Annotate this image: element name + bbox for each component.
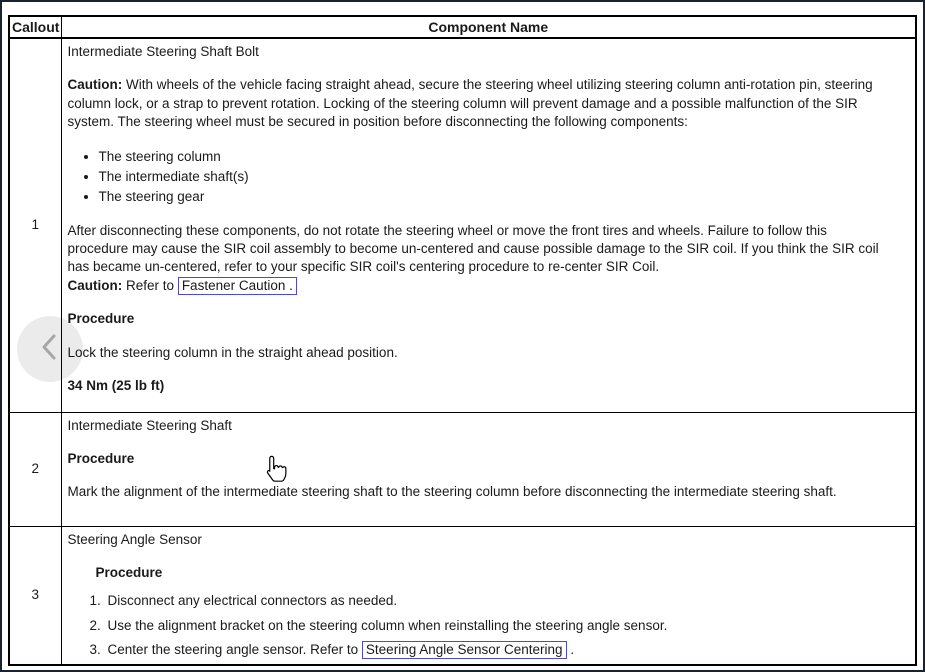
callout-number: 3 [9,526,61,665]
procedure-step [105,641,890,659]
component-bullet-list [68,147,890,207]
after-disconnect-paragraph [68,222,890,296]
torque-spec: 34 Nm (25 lb ft) [67,378,165,394]
step-text-suffix: . [570,642,575,658]
procedure-step [105,617,890,635]
table-header-row [9,16,916,38]
table-row [9,412,916,526]
component-title: Steering Angle Sensor [67,531,202,547]
callout-component-table [8,15,917,666]
callout-number: 1 [9,38,61,412]
table-row [9,38,916,412]
step-text: Use the alignment bracket on the steering column when reinstalling the steering angle sensor. [107,617,668,633]
refer-to-text: Refer to [126,277,175,293]
component-title: Intermediate Steering Shaft Bolt [67,44,259,59]
table-row [9,526,916,665]
caution-label: Caution: [67,77,123,93]
chevron-left-icon [37,332,63,367]
list-item: • The steering gear [99,187,890,207]
fastener-caution-link[interactable]: Fastener Caution . [178,277,297,295]
procedure-heading: Procedure [67,450,135,466]
steering-angle-sensor-centering-link[interactable]: Steering Angle Sensor Centering [362,641,567,659]
callout-number: 2 [9,412,61,526]
component-cell [61,38,916,412]
procedure-step-list [68,592,890,659]
step-text: Disconnect any electrical connectors as needed. [107,593,398,609]
column-header-callout: Callout [9,16,61,38]
list-item: • The steering column [99,147,890,167]
component-cell [61,412,916,526]
previous-page-button[interactable] [17,316,83,382]
component-cell [61,526,916,665]
step-text: Center the steering angle sensor. Refer to [107,642,359,658]
list-item: • The intermediate shaft(s) [99,167,890,187]
column-header-component-name: Component Name [61,16,916,38]
after-disconnect-text: After disconnecting these components, do not rotate the steering wheel or move the front tires and wheels. Failure to follow this procedure may cause the SIR coil assembly to become un-centered and cause possible damage to the SIR coil. If you think the SIR coil has became un-centered, refer to your specific SIR coil's centering procedure to re-center SIR Coil. [67,222,879,275]
procedure-step [105,592,890,610]
caution-label: Caution: [67,277,123,293]
component-title: Intermediate Steering Shaft [67,417,232,433]
procedure-text: Mark the alignment of the intermediate steering shaft to the steering column before disconnecting the intermediate steering shaft. [67,484,837,500]
procedure-heading: Procedure [95,564,163,580]
procedure-text: Lock the steering column in the straight ahead position. [67,344,398,360]
procedure-heading: Procedure [67,311,135,327]
caution-paragraph [68,76,890,131]
fastener-caution-line [68,277,890,295]
caution-text: With wheels of the vehicle facing straight ahead, secure the steering wheel utilizing steering column anti-rotation pin, steering column lock, or a strap to prevent rotation. Locking of the steering column will prevent damage and a possible malfunction of the SIR system. The steering wheel must be secured in position before disconnecting the following components: [67,77,873,130]
